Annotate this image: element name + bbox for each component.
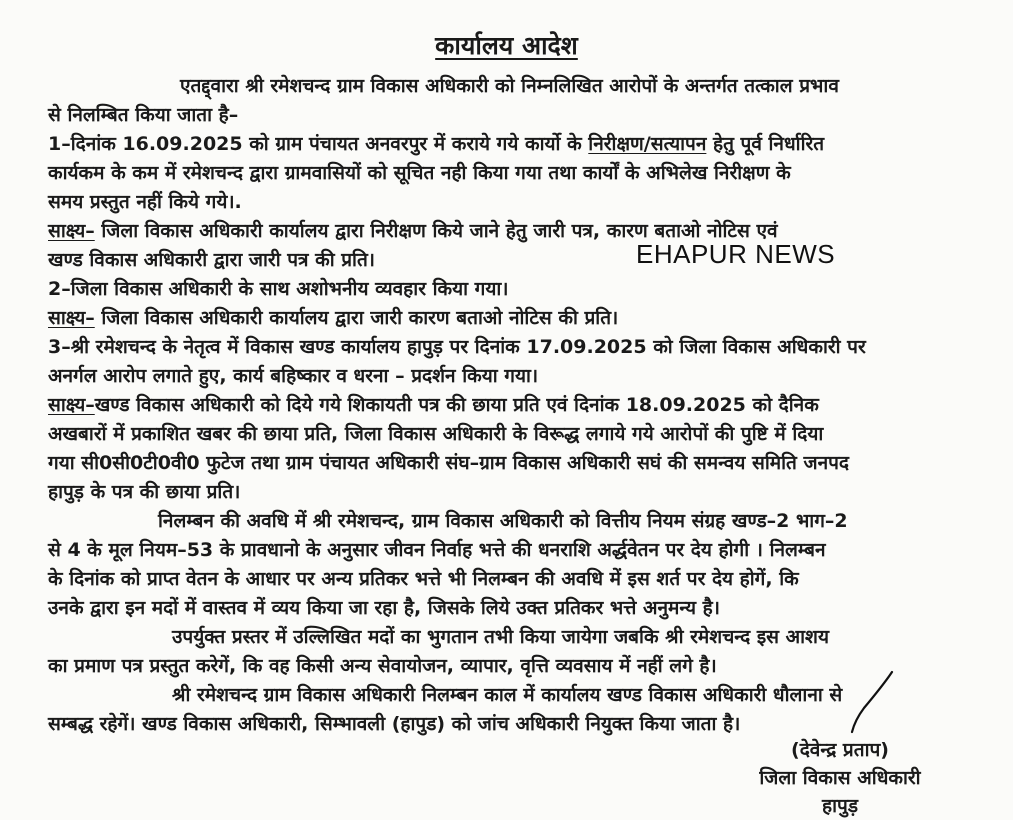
text-line <box>48 188 242 216</box>
line-text: कार्यकम के कम में रमेशचन्द द्वारा ग्रामवासियों को सूचित नही किया गया तथा कार्यों के अभिलेख निरीक्षण के <box>48 162 791 184</box>
signatory-place: हापुड़ <box>822 795 858 817</box>
line-text: खण्ड विकास अधिकारी द्वारा जारी पत्र की प्रति। <box>48 249 376 271</box>
text-line <box>48 101 238 129</box>
text-line <box>48 565 799 593</box>
text-line <box>48 246 375 274</box>
handwritten-signature <box>840 668 910 738</box>
line-text: उनके द्वारा इन मदों में वास्तव में व्यय किया जा रहा है, जिसके लिये उक्त प्रतिकर भत्ते अनुमन्य है। <box>48 597 720 619</box>
text-line <box>48 710 740 738</box>
underlined-text: साक्ष्य– <box>48 220 95 242</box>
text-line <box>48 130 824 158</box>
line-text: जिला विकास अधिकारी कार्यालय द्वारा जारी कारण बताओ नोटिस की प्रति। <box>94 307 619 329</box>
document-title: कार्यालय आदेश <box>435 31 578 60</box>
text-line <box>158 507 848 535</box>
line-text: हापुड़ के पत्र की छाया प्रति। <box>48 481 241 503</box>
line-text: का प्रमाण पत्र प्रस्तुत करेगें, कि वह किसी अन्य सेवायोजन, व्यापार, वृत्ति व्यवसाय में नहीं लगे है। <box>48 655 717 677</box>
evidence-line <box>48 304 618 332</box>
text-line <box>180 72 839 100</box>
signatory-designation: जिला विकास अधिकारी <box>759 767 921 789</box>
watermark: EHAPUR NEWS <box>636 239 836 269</box>
text-line <box>48 275 508 303</box>
signatory-name: (देवेन्द्र प्रताप) <box>791 739 889 761</box>
line-text: 3–श्री रमेशचन्द के नेतृत्व में विकास खण्ड कार्यालय हापुड़ पर दिनांक 17.09.2025 को जिला विकास अधिकारी पर <box>48 336 866 358</box>
line-text: अनर्गल आरोप लगाते हुए, कार्य बहिष्कार व धरना – प्रदर्शन किया गया। <box>48 365 539 387</box>
line-text: 2–जिला विकास अधिकारी के साथ अशोभनीय व्यवहार किया गया। <box>48 278 509 300</box>
text-line <box>48 478 240 506</box>
line-text: 1–दिनांक 16.09.2025 को ग्राम पंचायत अनवरपुर में कराये गये कार्यो के <box>48 133 589 155</box>
text-line <box>172 681 842 709</box>
text-line <box>48 652 717 680</box>
line-text: के दिनांक को प्राप्त वेतन के आधार पर अन्य प्रतिकर भत्ते भी निलम्बन की अवधि में इस शर्त पर देय होगें, कि <box>48 568 799 590</box>
text-line <box>48 159 791 187</box>
underlined-text: साक्ष्य– <box>48 394 95 416</box>
text-line <box>48 333 866 361</box>
text-line <box>48 594 720 622</box>
line-text: से निलम्बित किया जाता है– <box>48 104 239 126</box>
line-text: खण्ड विकास अधिकारी को दिये गये शिकायती पत्र की छाया प्रति एवं दिनांक 18.09.2025 को दैनिक <box>94 394 819 416</box>
text-line <box>48 536 826 564</box>
line-text: उपर्युक्त प्रस्तर में उल्लिखित मदों का भुगतान तभी किया जायेगा जबकि श्री रमेशचन्द इस आशय <box>172 626 829 648</box>
text-line <box>48 362 538 390</box>
underlined-text: निरीक्षण/सत्यापन <box>588 133 707 155</box>
underlined-text: साक्ष्य– <box>48 307 95 329</box>
text-line <box>48 420 823 448</box>
line-text: समय प्रस्तुत नहीं किये गये।. <box>48 191 242 213</box>
line-text: हेतु पूर्व निर्धारित <box>706 133 825 155</box>
line-text: अखबारों में प्रकाशित खबर की छाया प्रति, जिला विकास अधिकारी के विरूद्ध लगाये गये आरोपों की पुष्टि में दिया <box>48 423 824 445</box>
signature-block <box>720 736 960 820</box>
line-text: श्री रमेशचन्द ग्राम विकास अधिकारी निलम्बन काल में कार्यालय खण्ड विकास अधिकारी धौलाना से <box>172 684 843 706</box>
line-text: सम्बद्ध रहेगें। खण्ड विकास अधिकारी, सिम्भावली (हापुड) को जांच अधिकारी नियुक्त किया जाता है। <box>48 713 741 735</box>
line-text: से 4 के मूल नियम–53 के प्रावधानो के अनुसार जीवन निर्वाह भत्ते की धनराशि अर्द्धवेतन पर देय होगी । निलम्बन <box>48 539 826 561</box>
line-text: जिला विकास अधिकारी कार्यालय द्वारा निरीक्षण किये जाने हेतु जारी पत्र, कारण बताओ नोटिस एवं <box>94 220 778 242</box>
line-text: गया सी0सी0टी0वी0 फुटेज तथा ग्राम पंचायत अधिकारी संघ–ग्राम विकास अधिकारी सघं की समन्वय समिति जनपद <box>48 452 850 474</box>
line-text: निलम्बन की अवधि में श्री रमेशचन्द, ग्राम विकास अधिकारी को वित्तीय नियम संग्रह खण्ड–2 भाग–2 <box>158 510 848 532</box>
text-line <box>48 449 849 477</box>
line-text: एतद्द्वारा श्री रमेशचन्द ग्राम विकास अधिकारी को निम्नलिखित आरोपों के अन्तर्गत तत्काल प्रभाव <box>180 75 839 97</box>
text-line <box>172 623 829 651</box>
evidence-line <box>48 391 819 419</box>
